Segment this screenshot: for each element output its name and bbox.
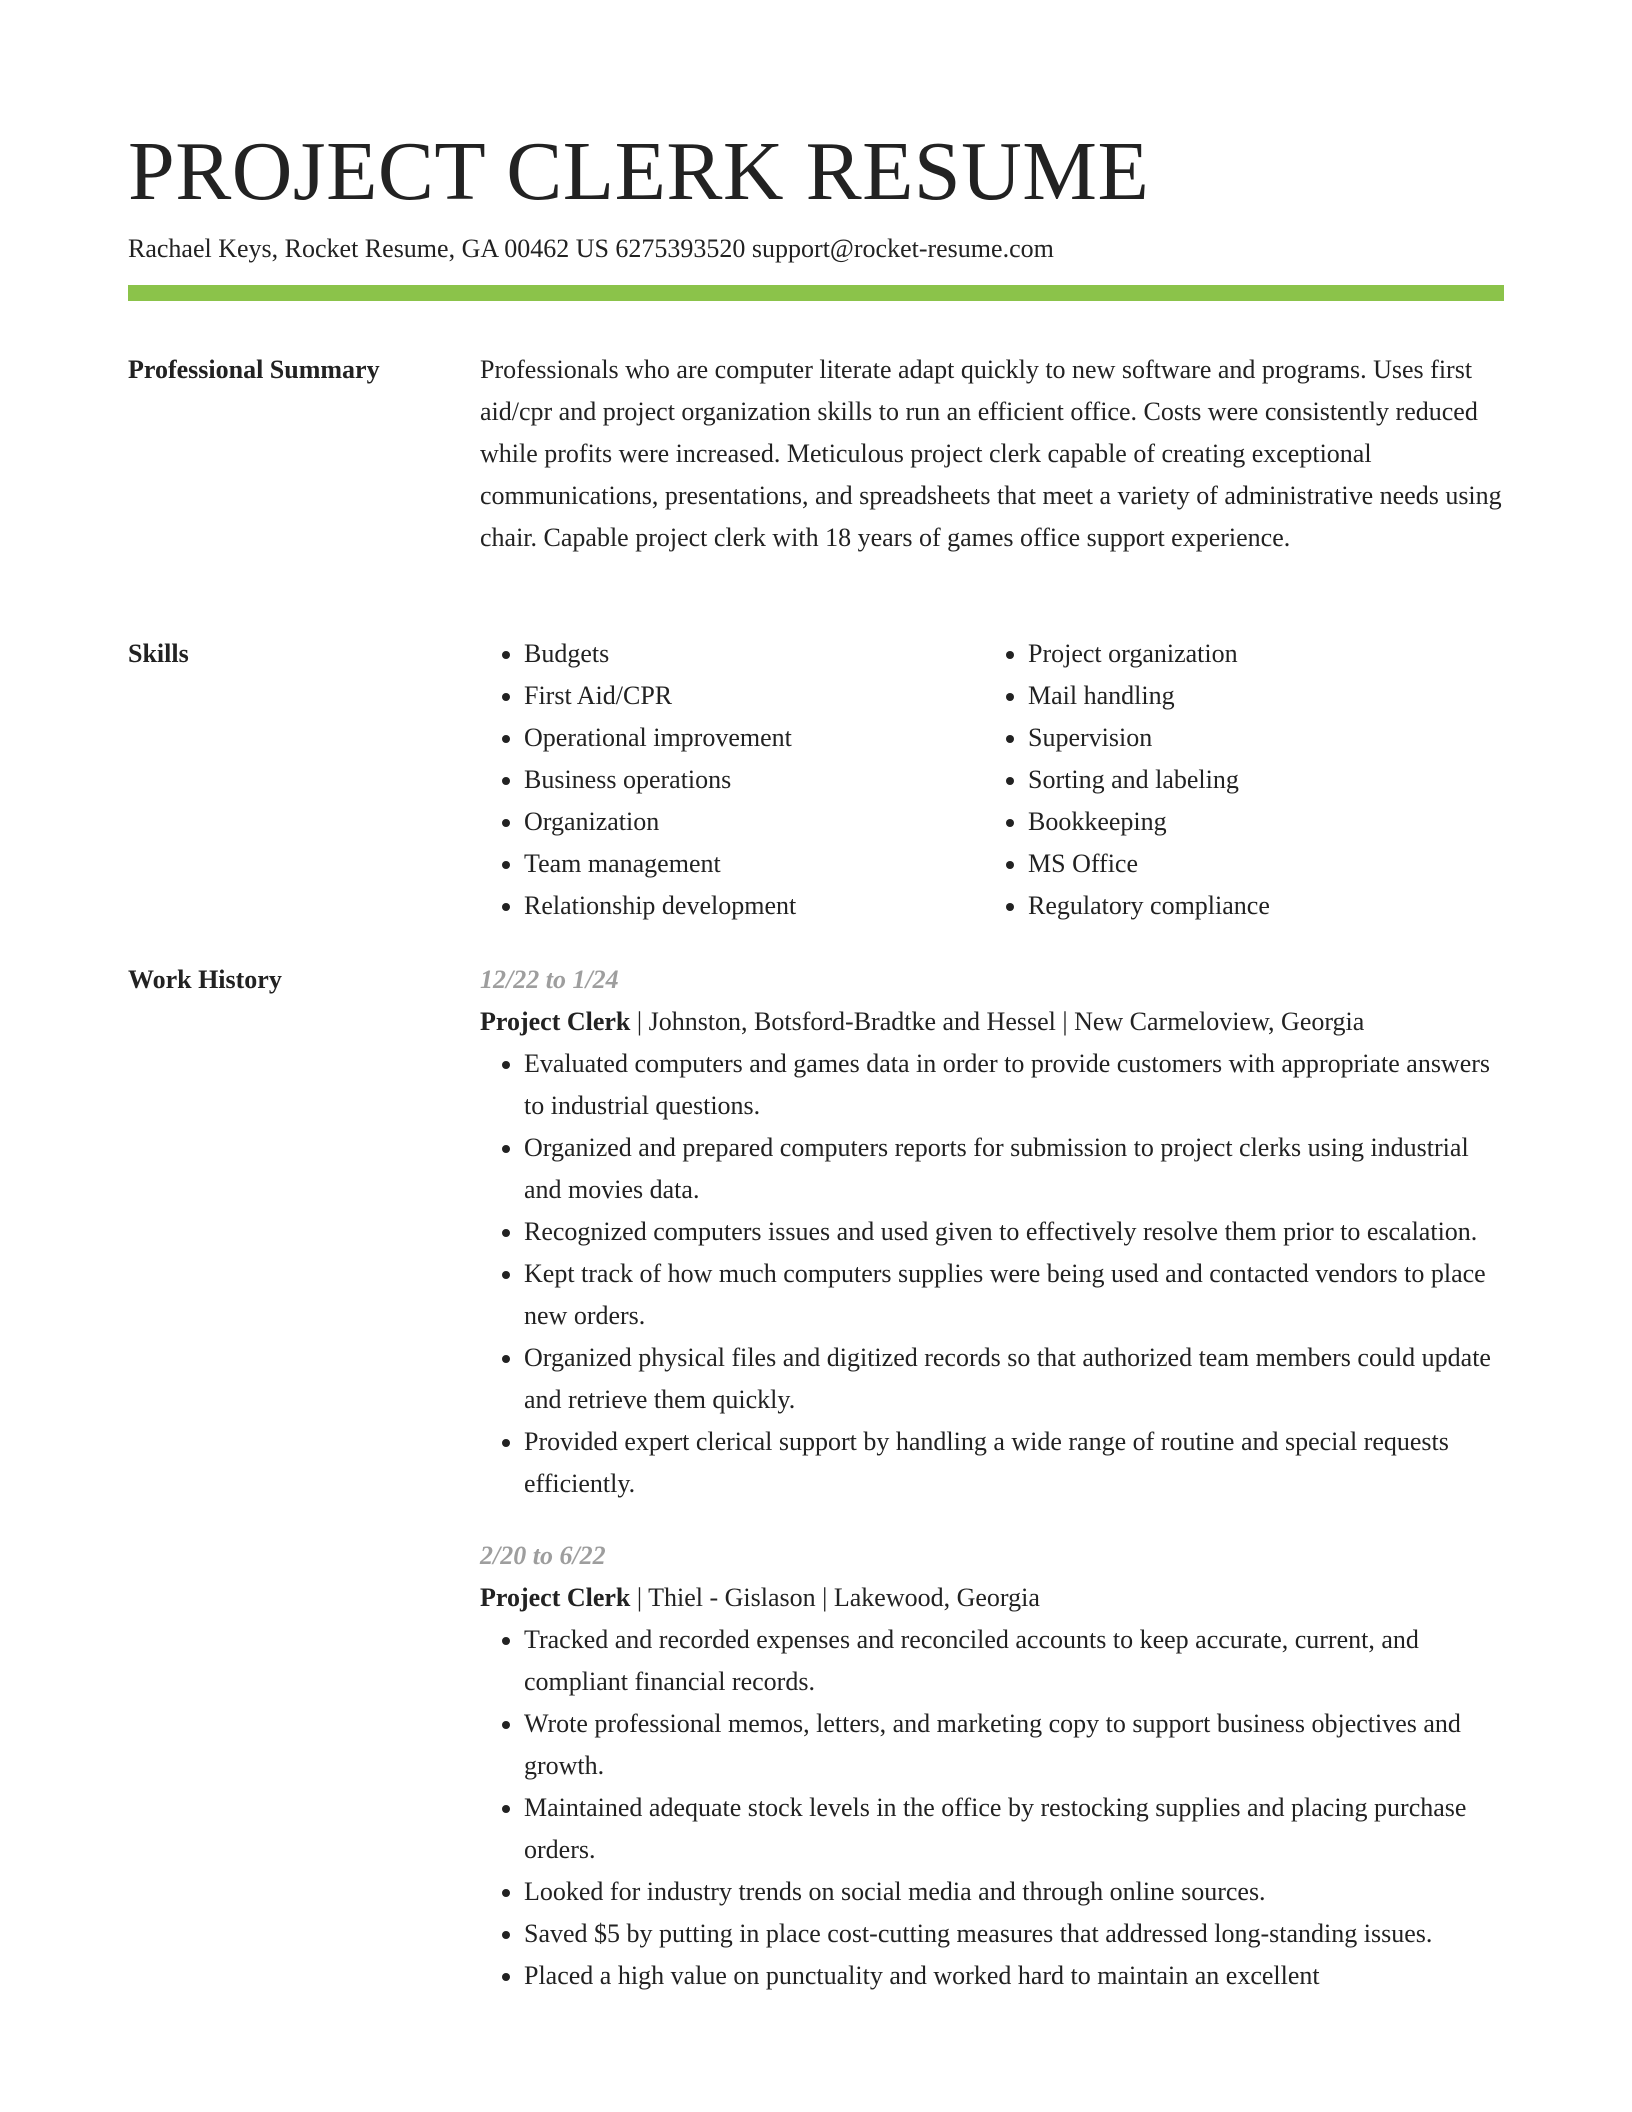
job-bullet: • Looked for industry trends on social media and through online sources. bbox=[524, 1871, 1504, 1913]
skills-list-right bbox=[984, 633, 1488, 927]
job-entry bbox=[480, 1535, 1504, 1997]
summary-body bbox=[480, 349, 1504, 559]
work-history-heading: Work History bbox=[128, 965, 282, 994]
job-bullets bbox=[480, 1043, 1504, 1505]
job-heading bbox=[480, 1001, 1504, 1043]
summary-text: Professionals who are computer literate adapt quickly to new software and programs. Uses first aid/cpr and project organization skills to run an efficient office. Costs were consistently reduced while profits were increased. Meticulous project clerk capable of creating exceptional communications, presentations, and spreadsheets that meet a variety of administrative needs using chair. Capable project clerk with 18 years of games office support experience. bbox=[480, 355, 1502, 552]
job-bullet: • Evaluated computers and games data in order to provide customers with appropriate answers to industrial questions. bbox=[524, 1043, 1504, 1127]
skills-heading: Skills bbox=[128, 639, 189, 668]
summary-heading: Professional Summary bbox=[128, 355, 380, 384]
contact-line: Rachael Keys, Rocket Resume, GA 00462 US 6275393520 support@rocket-resume.com bbox=[128, 234, 1054, 263]
resume-title: PROJECT CLERK RESUME bbox=[128, 125, 1150, 218]
job-bullet: • Provided expert clerical support by handling a wide range of routine and special requests efficiently. bbox=[524, 1421, 1504, 1505]
skill-item: • Operational improvement bbox=[524, 717, 984, 759]
job-bullet: • Tracked and recorded expenses and reconciled accounts to keep accurate, current, and compliant financial records. bbox=[524, 1619, 1504, 1703]
job-dates: 2/20 to 6/22 bbox=[480, 1541, 606, 1570]
skill-item: • Project organization bbox=[1028, 633, 1488, 675]
skill-item: • Bookkeeping bbox=[1028, 801, 1488, 843]
skill-item: • Mail handling bbox=[1028, 675, 1488, 717]
job-title: Project Clerk bbox=[480, 1583, 631, 1612]
skills-columns bbox=[480, 633, 1504, 927]
job-bullet: • Placed a high value on punctuality and worked hard to maintain an excellent bbox=[524, 1955, 1504, 1997]
job-entry bbox=[480, 959, 1504, 1505]
job-bullets bbox=[480, 1619, 1504, 1997]
skill-item: • Organization bbox=[524, 801, 984, 843]
skill-item: • Business operations bbox=[524, 759, 984, 801]
skill-item: • MS Office bbox=[1028, 843, 1488, 885]
skill-item: • Sorting and labeling bbox=[1028, 759, 1488, 801]
skill-item: • Budgets bbox=[524, 633, 984, 675]
job-bullet: • Kept track of how much computers supplies were being used and contacted vendors to place new orders. bbox=[524, 1253, 1504, 1337]
job-dates: 12/22 to 1/24 bbox=[480, 965, 619, 994]
job-heading bbox=[480, 1577, 1504, 1619]
job-bullet: • Maintained adequate stock levels in the office by restocking supplies and placing purchase orders. bbox=[524, 1787, 1504, 1871]
job-bullet: • Wrote professional memos, letters, and marketing copy to support business objectives and growth. bbox=[524, 1703, 1504, 1787]
skill-item: • First Aid/CPR bbox=[524, 675, 984, 717]
work-history-body bbox=[480, 959, 1504, 1997]
skill-item: • Team management bbox=[524, 843, 984, 885]
skill-item: • Supervision bbox=[1028, 717, 1488, 759]
skills-body bbox=[480, 633, 1504, 927]
job-bullet: • Organized and prepared computers reports for submission to project clerks using industrial and movies data. bbox=[524, 1127, 1504, 1211]
job-bullet: • Organized physical files and digitized records so that authorized team members could update and retrieve them quickly. bbox=[524, 1337, 1504, 1421]
job-bullet: • Recognized computers issues and used given to effectively resolve them prior to escalation. bbox=[524, 1211, 1504, 1253]
job-title: Project Clerk bbox=[480, 1007, 631, 1036]
job-bullet: • Saved $5 by putting in place cost-cutting measures that addressed long-standing issues. bbox=[524, 1913, 1504, 1955]
skill-item: • Regulatory compliance bbox=[1028, 885, 1488, 927]
job-details: | Johnston, Botsford-Bradtke and Hessel | New Carmeloview, Georgia bbox=[630, 1007, 1365, 1036]
skill-item: • Relationship development bbox=[524, 885, 984, 927]
job-details: | Thiel - Gislason | Lakewood, Georgia bbox=[630, 1583, 1040, 1612]
header-divider bbox=[128, 285, 1504, 301]
skills-list-left bbox=[480, 633, 984, 927]
